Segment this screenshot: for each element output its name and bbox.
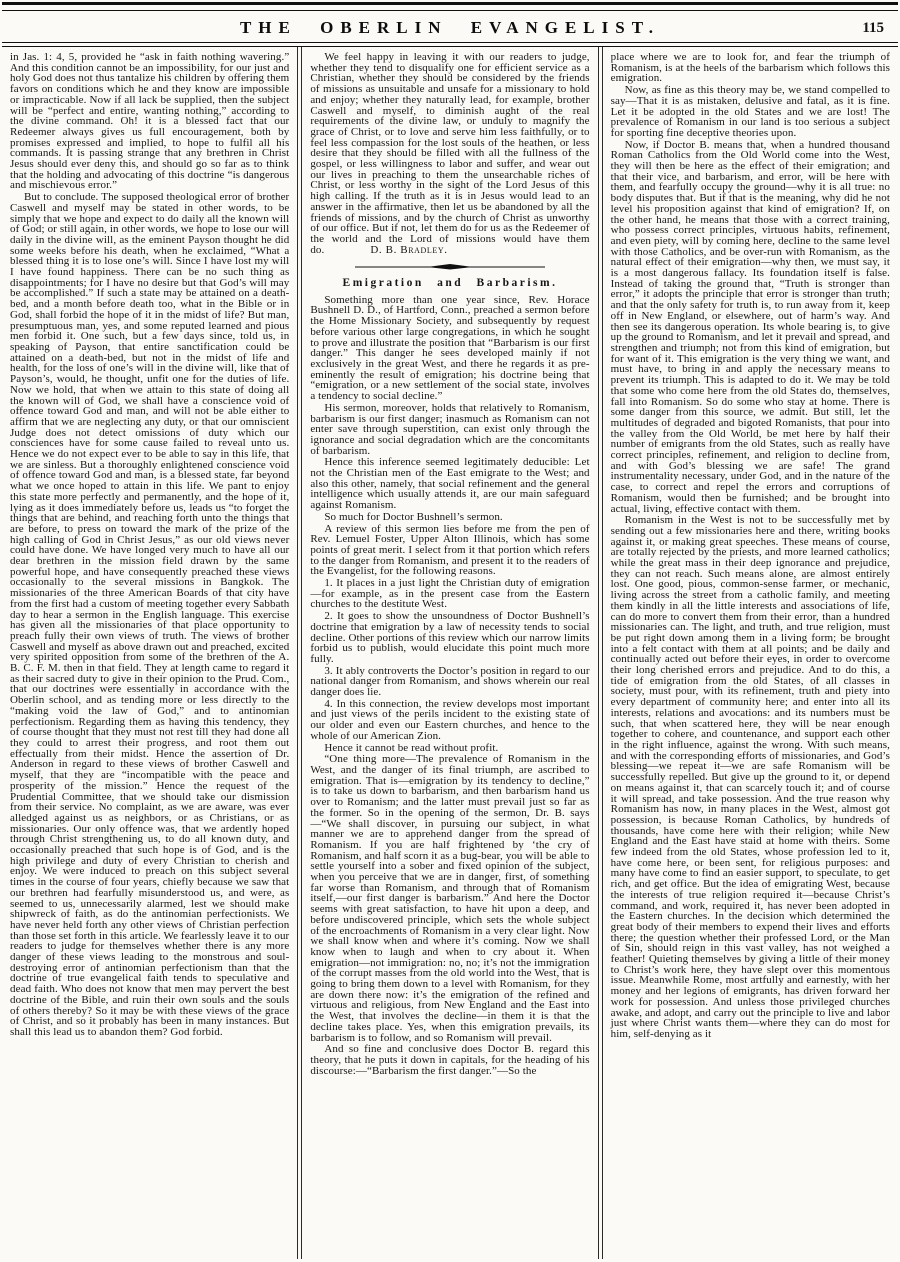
list-item-paragraph: 1. It places in a just light the Christian duty of emigration—for example, as in the present case from the Eastern churches to the destitute West.: [310, 577, 590, 611]
column-3: [603, 47, 898, 1259]
column-2: [302, 47, 597, 1259]
paragraph: Romanism in the West is not to be successfully met by sending out a few missionaries here and there, writing books against it, or making great speeches. These means of course, are totally rejected by the priests, and more learned catholics; while the great mass in their deep ignorance and prejudice, they can not reach. Such means alone, are almost entirely lost. One good, pious, common-sense farmer, or mechanic, living across the street from a catholic family, and meeting them kindly in all the little interests and associations of life, can do more to convert them from their error, than a hundred missionaries can. The light, and truth, and true religion, must be put right down among them in a living form; be brought into a felt contact with them at all points; and be daily and continually acted out before their eyes, in order to overcome their long cherished errors and prejudice. And to do this, a tide of emigration from the old States, of all classes in society, must pour, with its refinement, truth and piety into every department of community here; and enter into all its interests, relations and avocations: and its numbers must be such, that when scattered here, they will be near enough together to cohere, and countenance, and support each other in the right influence, against the wrong. With such means, and with the corresponding efforts of missionaries, and God’s blessing—we repeat it—we are safe Romanism will be successfully repelled. But give up the ground to it, or depend on means against it, that can scarcely touch it; and of course it will spread, and take possession. And the true reason why Romanism has now, in many places in the West, almost got possession, is because Roman Catholics, by hundreds of thousands, have come here with their religion; while New England and the East have staid at home with theirs. Some few indeed from the old States, whose profession led to it, have come here, or been sent, for religious purposes: and many have come to find an easier support, to speculate, to get rich, and get office. But the idea of emigrating West, because the interests of true religion required it—because Christ’s command, and work, required it, has never been adopted in the Eastern churches. In the decision which determined the great body of their members to expend their lives and efforts there; the question whether their professed Lord, or the Man of Sin, should reign in this vast valley, has not weighed a feather! Quieting themselves by giving a little of their money to Christ’s work here, they have slept over this momentous issue. Meanwhile Rome, most artfully and earnestly, with her money and her legions of emigrants, has driven forward her work for possession. And unless those privileged churches awake, and adopt, and carry out the principle to live and labor just where Christ wants them—where they can do most for him, self-denying as it: [610, 514, 890, 1040]
list-item-paragraph: 4. In this connection, the review develops most important and just views of the perils incident to the existing state of our older and even our Eastern churches, and hence to the whole of our American Zion.: [310, 697, 590, 742]
paragraph: Something more than one year since, Rev. Horace Bushnell D. D., of Hartford, Conn., preached a sermon before the Home Missionary Society, and subsequently by request before various other large congregations, in which he sought to prove and illustrate the position that “Barbarism is our first danger.” This danger he sees developed mainly if not exclusively in the great West, and there he regards it as pre-eminently the result of emigration; his doctrine being that “emigration, or a new settlement of the social state, involves a tendency to social decline.”: [310, 293, 590, 403]
masthead: [0, 11, 900, 42]
paragraph: A review of this sermon lies before me from the pen of Rev. Lemuel Foster, Upper Alton Illinois, which has some points of great merit. I select from it that portion which refers to the danger from Romanism, and present it to the readers of the Evangelist, for the following reasons.: [310, 522, 590, 578]
list-item-paragraph: 3. It ably controverts the Doctor’s position in regard to our national danger from Romanism, and shows wherein our real danger does lie.: [310, 664, 590, 699]
paragraph: place where we are to look for, and fear the triumph of Romanism, is at the heels of the barbarism which follows this emigration.: [610, 51, 890, 85]
paragraph: Now, if Doctor B. means that, when a hundred thousand Roman Catholics from the Old World come into the West, they will then be here as the effect of their emigration; and that their vice, and barbarism, and error, will be here with them, and fearfully occupy the ground—why it is all true: no body disputes that. But if that is the meaning, why did he not level his proposition against that kind of emigration? If, on the other hand, he means that those with a correct training, who possess correct principles, virtuous habits, refinement, and even piety, will by coming here, decline to the same level with those Catholics, and be over-run with Romanism, as the natural effect of their emigration—why then, we must say, it is a most dangerous fallacy. Its foundation itself is false. Instead of taking the ground that, “Truth is stronger than error,” it adopts the principle that error is stronger than truth; and that the only safety for truth is, to run away from it, keep off in New England, or elsewhere, out of harm’s way. And then see its dangerous operation. Its whole bearing is, to give up the ground to Romanism, and let it prevail and spread, and strengthen and triumph; not from this kind of emigration, but for want of it. This emigration is the very thing we want, and must have, to bring in and apply the necessary means to prevent its triumph. This is adapted to do it. We may be told that some who come here from the old States do, themselves, fall into Romanism. So do some who stay at home. There is some danger from this source, we admit. But still, let the multitudes of degraded and bigoted Romanists, that pour into the valley from the Old World, be met here by half their number of emigrants from the old States, such as really have correct principles, refinement, and religion to decline from, and with God’s blessing we are safe! The grand instrumentality necessary, under God, and in the nature of the case, to correct and repel the errors and corruptions of Romanism, would then be furnished; and be brought into actual, living, effective contact with them.: [610, 138, 890, 515]
section-divider-ornament: [310, 263, 589, 274]
paragraph: Now, as fine as this theory may be, we stand compelled to say—That it is as mistaken, delusive and fatal, as it is fine. Let it be adopted in the old States and we are lost! The prevalence of Romanism in our land is too serious a subject for sporting fine deceptive theories upon.: [610, 84, 890, 139]
article-heading: Emigration and Barbarism.: [342, 277, 558, 290]
paragraph: His sermon, moreover, holds that relatively to Romanism, barbarism is our first danger; inasmuch as Romanism can not enter save through superstition, can exist only through the ignorance and social degradation which are the concomitants of barbarism.: [310, 401, 590, 457]
newspaper-title: THE OBERLIN EVANGELIST.: [239, 18, 661, 37]
list-item-paragraph: 2. It goes to show the unsoundness of Doctor Bushnell’s doctrine that emigration by a law of necessity tends to social decline. Other portions of this review which our narrow limits forbid us to publish, would elucidate this point much more fully.: [310, 610, 590, 665]
signature: D. B. Bradley.: [370, 243, 448, 256]
top-border-rule: [2, 2, 898, 11]
tapered-rule-icon: [355, 263, 545, 274]
paragraph: So much for Doctor Bushnell’s sermon.: [324, 510, 503, 523]
paragraph: Hence this inference seemed legitimately deducible: Let not the Christian men of the East emigrate to the West; and also this other, namely, that social refinement and the general intelligence which usually attends it, are our main safeguard against Romanism.: [310, 456, 590, 512]
page-number: 115: [862, 20, 884, 36]
paragraph: But to conclude. The supposed theological error of brother Caswell and myself may be stated in other words, to be simply that we hope and expect to do daily all the known will of God; or still again, in other words, we hope to lose our will daily in the divine will, as the eminent Payson thought he did some weeks before his death, when he exclaimed, “What a blessed thing it is to lose one’s will. Since I have lost my will I have found happiness. There can be no such thing as disappointments; for I have no desire but that God’s will may be accomplished.” If such a state may be attained on a death-bed, and a month before death too, what in the Bible or in God, shall forbid the hope of it in the midst of life? But man, presumptuous man, yes, and some reputed learned and pious men forbid it. One such, but a few days since, told us, in speaking of Payson, that entire sanctification could be attained on a death-bed, but not in the midst of life and health, for the loss of one’s will in the divine will, like that of Payson’s, would, he thought, unfit one for the duties of life. Now we hold, that when we attain to this state of doing all the known will of God, we shall have a conscience void of offence toward God and man, and will not be able either to affirm that we are neglecting any duty, or that our omniscient Judge does not detect omissions of duty which our consciences have for some cause failed to reveal unto us. Hence we do not expect ever to be able to say in this life, that we are sinless. But a thoroughly enlightened conscience void of offence toward God and man, is a blessed state, far beyond what we once hoped to attain in this life. We pant to enjoy this state more perfectly and permanently, and the hope of it, lying as it does immediately before us, leads us “to forget the things that are behind, and reaching forth unto the things that are before, to press on toward the mark of the prize of the high calling of God in Christ Jesus,” as our old views never could have done. We have longed very much to have all our dear brethren in the mission field drawn by the same powerful hope, and have consequently preached these views occasionally to the several missions in Bangkok. The missionaries of the three American Boards of that city have from the first had a custom of meeting together every Sabbath day to hear a sermon in the English language. This exercise has given all the missionaries of that place opportunity to preach fully their own views of truth. The views of brother Caswell and myself as above drawn out and preached, excited very spirited opposition from some of the brethren of the A. B. C. F. M. then in that field. They at length came to regard it as their sacred duty to give in their opinion to the Prud. Com., that our doctrines were essentially in accordance with the Oberlin school, and as tending more or less directly to the “making void the law of God,” and to antinomian perfectionism. Regarding them as having this tendency, they of course thought that they must not rest till they had done all they could to arrest their progress, and root them out effectually from their midst. Hence the assertion of Dr. Anderson in regard to these views of brother Caswell and myself, that they are “incompatible with the peace and prosperity of the mission.” Hence the request of the Prudential Committee, that we should take our dismission from their service. No complaint, as we are aware, was ever alledged against us as neighbors, or as Christians, or as missionaries. Our only offence was, that we ardently hoped through Christ strengthening us, to do all known duty, and occasionally preached that such hope is of God, and is the high privilege and duty of every Christian to cherish and enjoy. We were induced to preach on this subject several times in the course of four years, chiefly because we saw that our brethren had fearfully misunderstood us, and were, as seemed to us, unnecessarily alarmed, lest we should make shipwreck of faith, as do the antinomian perfectionists. We have never held forth any other views of Christian perfection than those set forth in this article. We fearlessly leave it to our readers to judge for themselves whether there is any more danger of these views leading to the monstrous and soul-destroying error of antinomian perfectionism than that the doctrine of true evangelical faith tends to speculative and dead faith. Who does not know that men may pervert the best doctrine of the Bible, and ruin their own souls and the souls of others thereby? So it may be with these views of the grace of Christ, and so it probably has been in many instances. But shall this lead us to abandon them? God forbid.: [10, 191, 290, 1038]
letter-closing-paragraph: [310, 52, 589, 255]
article-columns: [0, 47, 900, 1259]
paragraph-text: We feel happy in leaving it with our readers to judge, whether they tend to disqualify one for efficient service as a Christian, whether they should be considered by the friends of missions as unsuitable and unsafe for a missionary to hold and enjoy; whether they naturally lead, for example, brother Caswell and myself, to diminish aught of the real requirements of the divine law, or unduly to magnify the grace of Christ, or to love and serve him less faithfully, or to feel less compassion for the lost souls of the heathen, or less desire that they should be filled with all the fullness of the gospel, or less willingness to labor and suffer, and wear out our lives in preaching to them the unsearchable riches of Christ, or less worthy in the sight of the Lord Jesus of this high calling. If the truth as it is in Jesus would lead to an answer in the affirmative, then let us be abandoned by all the friends of missions, and by the church of Christ as unworthy of our office. But if not, let them do for us as the Redeemer of the world and the Lord of missions would have them do.: [310, 51, 590, 256]
paragraph: Hence it cannot be read without profit.: [324, 741, 499, 754]
paragraph: And so fine and conclusive does Doctor B. regard this theory, that he puts it down in capitals, for the heading of his discourse:—“Barbarism the first danger.”—So the: [310, 1043, 590, 1077]
paragraph: in Jas. 1: 4, 5, provided he “ask in faith nothing wavering.” And this condition cannot be an impossibility, for our just and holy God does not thus tantalize his children by offering them favors on conditions which he and they know are impossible or impracticable. Now if all lack be supplied, then the subject will be “perfect and entire, wanting nothing,” according to the divine command. Oh! it is a blessed fact that our Redeemer always gives us full encouragement, both by promises expressed and implied, to hope to fulfil all his commands. It is passing strange that any brethren in Christ Jesus should ever deny this, and should go so far as to think that the holding and advocating of this doctrine “is dangerous and mischievous error.”: [10, 51, 290, 192]
column-1: [2, 47, 297, 1259]
paragraph: “One thing more—The prevalence of Romanism in the West, and the danger of its final triumph, are ascribed to emigration. That is—emigration by its tendency to decline,” is to take us down to barbarism, and then barbarism hand us over to Romanism; and the latter must prevail just so far as the former. So in the opening of the sermon, Dr. B. says—“We shall discover, in pursuing our subject, in what manner we are to apprehend danger from the spread of Romanism. If you are half frightened by ‘the cry of Romanism, and half scorn it as a bug-bear, you will be able to settle yourself into a sober and fixed opinion of the subject, when you perceive that we are in danger, first, of something far worse than Romanism, and through that of Romanism itself,—our first danger is barbarism.” And here the Doctor seems with great satisfaction, to have hit upon a deep, and before undiscovered principle, which sets the whole subject of the encroachments of Romanism in a very clear light. Now we shall know when and where it’s coming. Now we shall know when to laugh and when to cry about it. When emigration—not immigration: no, no; it’s not the immigration of the corrupt masses from the old world into the West, that is going to bring them down to a level with Romanism, for they are down there now: it’s the emigration of the refined and virtuous and religious, from New England and the East into the West, that involves the decline—in them it is that the decline takes place. Yes, when this emigration prevails, its barbarism is to follow, and so Romanism will prevail.: [310, 753, 590, 1044]
